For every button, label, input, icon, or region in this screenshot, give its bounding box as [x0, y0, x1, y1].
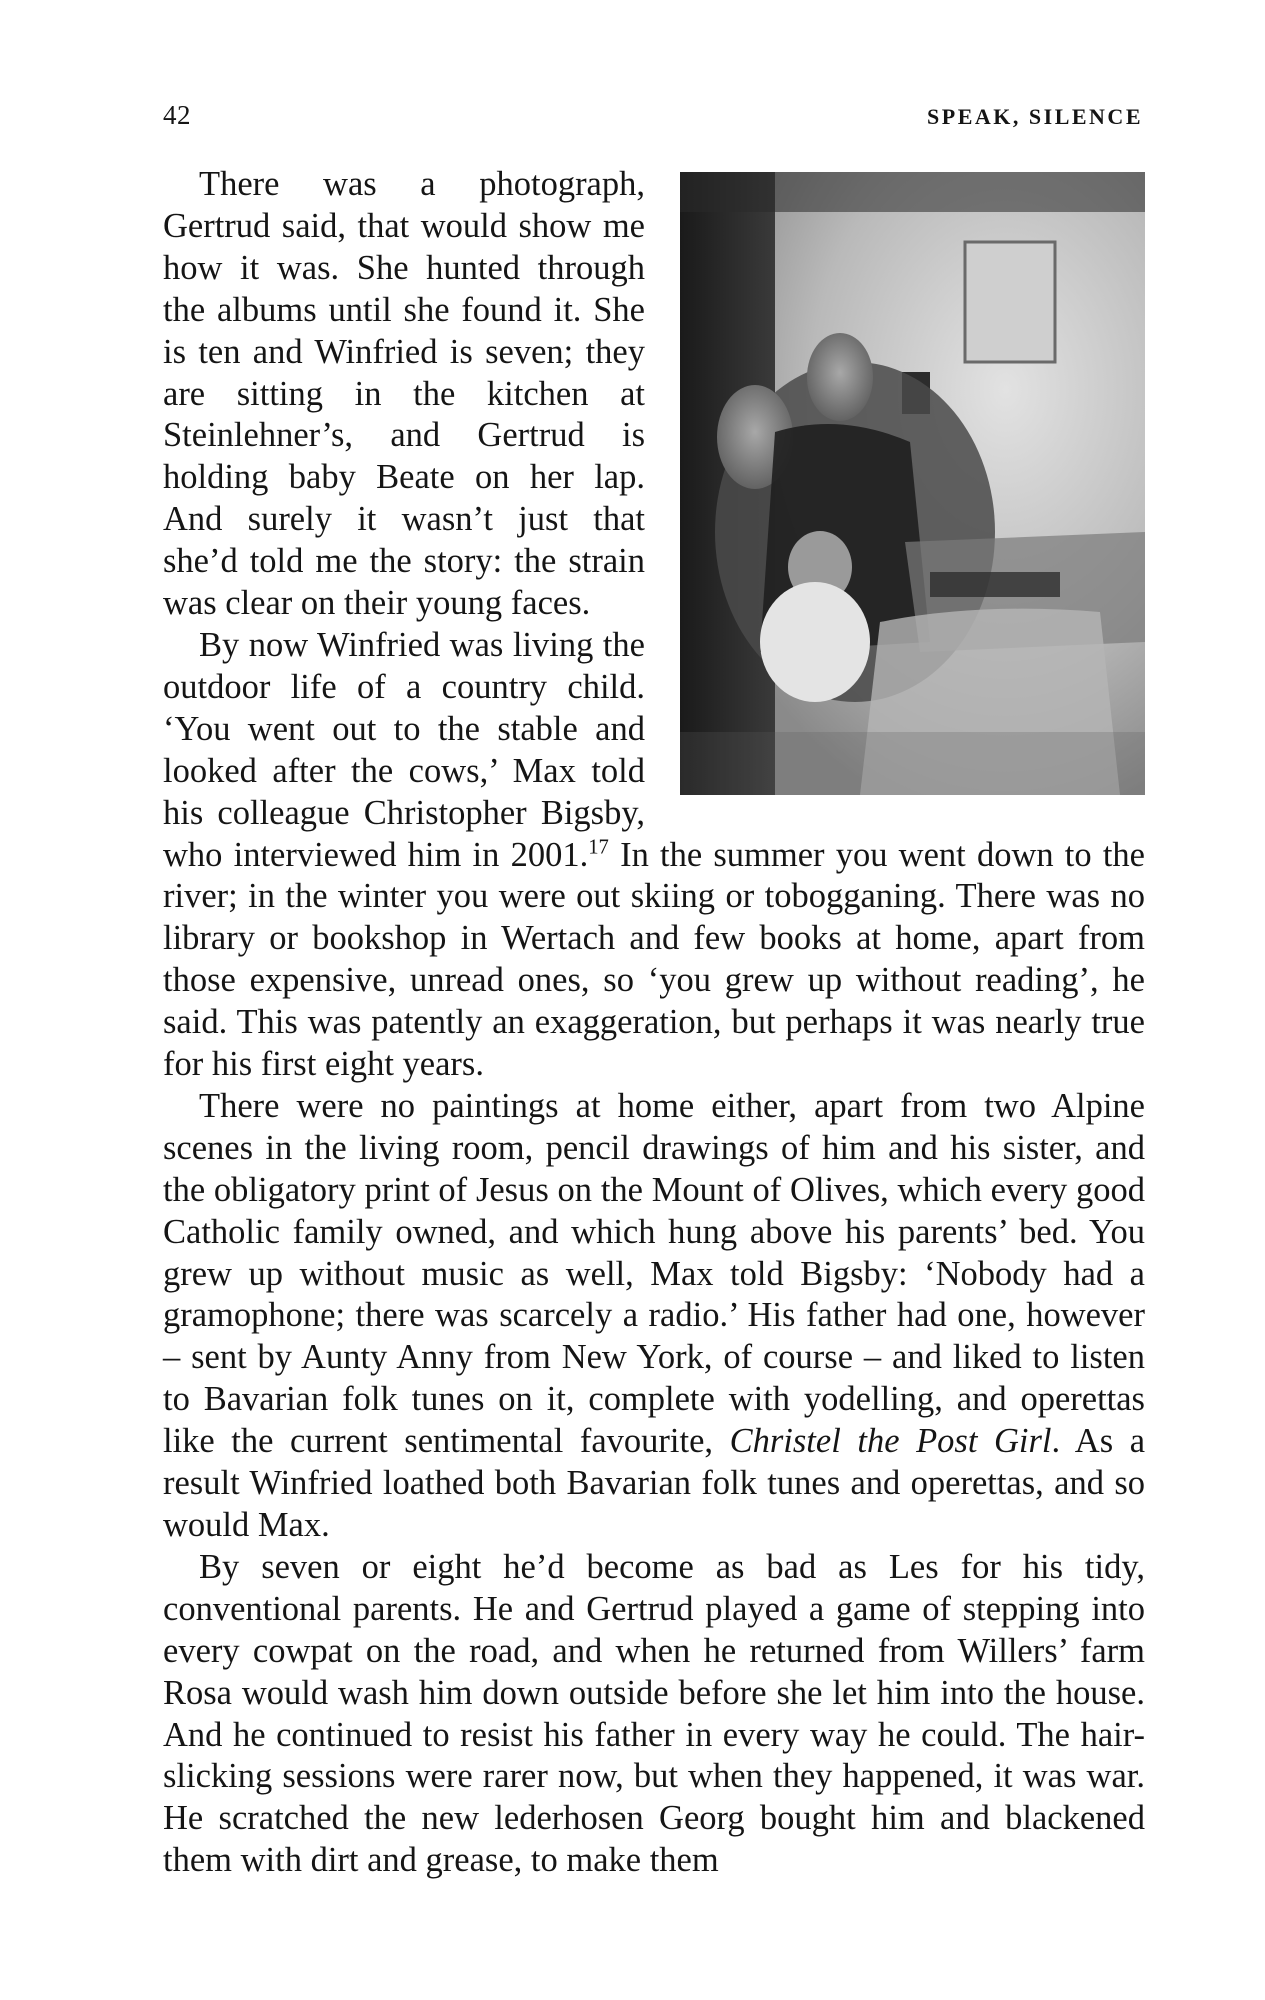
paragraph-3 — [163, 1086, 1145, 1547]
paragraph-3-text-b: . As a result Winfried loathed both Bavarian folk tunes and operettas, and so would Max. — [163, 1422, 1146, 1544]
operetta-title: Christel the Post Girl — [729, 1422, 1052, 1461]
page-number: 42 — [163, 100, 191, 130]
photo-space — [645, 170, 1145, 820]
body-text — [163, 164, 1145, 1882]
paragraph-1: There was a photograph, Gertrud said, that would show me how it was. She hunted through the albums until she found it. She is ten and Winfried is seven; they are sitting in the kitchen at Steinlehner’s, and Gertrud is holding baby Beate on her lap. And surely it wasn’t just that she’d told me the story: the strain was clear on their young faces. — [163, 165, 645, 623]
page-header — [163, 100, 1143, 140]
footnote-marker: 17 — [588, 836, 609, 858]
paragraph-2-text-a: By now Winfried was living the outdoor life of a country child. ‘You went out to the stable and looked after the cows,’ Max told his colleague Christopher Bigsby, who interviewed him in 2001. — [163, 625, 645, 874]
paragraph-3-text-a: There were no paintings at home either, apart from two Alpine scenes in the living room, pencil drawings of him and his sister, and the obligatory print of Jesus on the Mount of Olives, which every good Catholic family owned, and which hung above his parents’ bed. You grew up without music as well, Max told Bigsby: ‘Nobody had a gramophone; there was scarcely a radio.’ His father had one, however – sent by Aunty Anny from New York, of course – and liked to listen to Bavarian folk tunes on it, complete with yodelling, and operettas like the current sentimental favourite, — [163, 1086, 1145, 1461]
running-head: SPEAK, SILENCE — [927, 104, 1143, 129]
paragraph-2-text-b: In the summer you went down to the river; in the winter you were out skiing or tobogganing. There was no library or bookshop in Wertach and few books at home, apart from those expensive, unread ones, so ‘you grew up without reading’, he said. This was patently an exaggeration, but perhaps it was nearly true for his first eight years. — [163, 835, 1145, 1084]
paragraph-4: By seven or eight he’d become as bad as Les for his tidy, conventional parents. He and Gertrud played a game of stepping into every cowpat on the road, and when he returned from Willers’ farm Rosa would wash him down outside before she let him into the house. And he continued to resist his father in every way he could. The hair-slicking sessions were rarer now, but when they happened, it was war. He scratched the new lederhosen Georg bought him and blackened them with dirt and grease, to make them — [163, 1547, 1145, 1880]
